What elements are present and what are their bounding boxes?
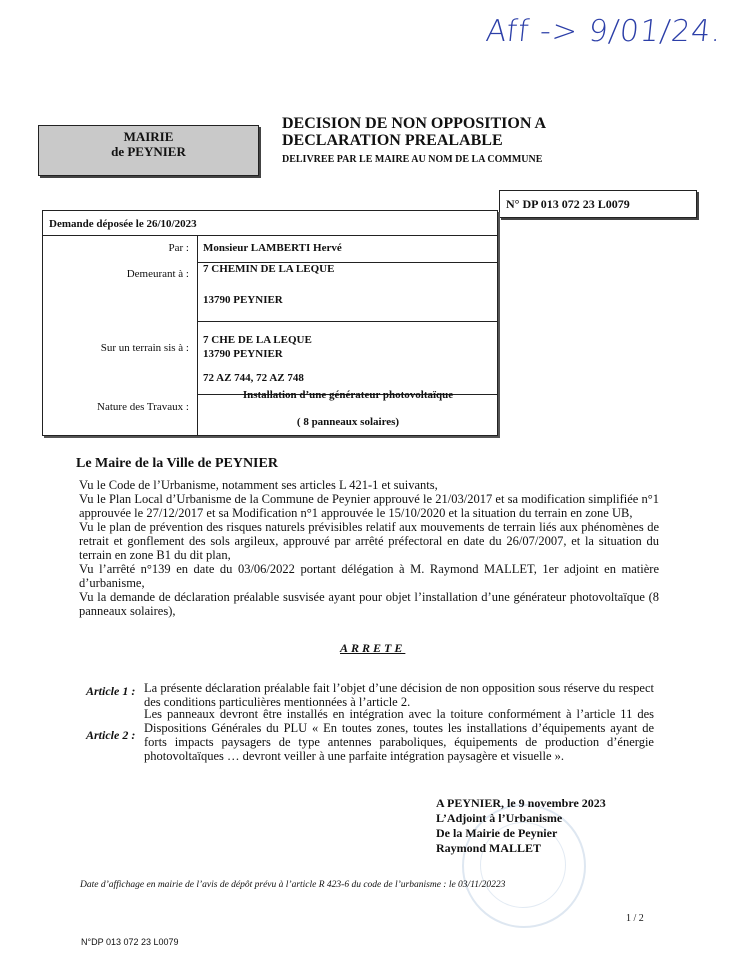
vu-paragraph: Vu le Code de l’Urbanisme, notamment ses articles L 421-1 et suivants,	[79, 478, 438, 492]
nature-line1: Installation d’une générateur photovoltaïque	[242, 389, 454, 401]
demeurant-line2: 13790 PEYNIER	[203, 294, 283, 306]
article-2-label: Article 2 :	[86, 728, 136, 742]
vu-list	[79, 478, 659, 618]
title-line1: DECISION DE NON OPPOSITION A	[282, 115, 547, 132]
article-1-label: Article 1 :	[86, 684, 136, 698]
vu-paragraph: Vu le Plan Local d’Urbanisme de la Commune de Peynier approuvé le 21/03/2017 et sa modification simplifiée n°1 approuvée le 27/12/2017 et sa Modification n°1 approuvée le 15/10/2020 et la situation du terrain en zone UB,	[79, 492, 659, 520]
demeurant-line1: 7 CHEMIN DE LA LEQUE	[203, 263, 335, 275]
footer-reference: N°DP 013 072 23 L0079	[81, 937, 179, 947]
table-column-divider	[197, 236, 198, 435]
terrain-line2: 13790 PEYNIER	[203, 348, 283, 360]
signature-role: L’Adjoint à l’Urbanisme	[436, 811, 563, 825]
signature-place-date: A PEYNIER, le 9 novembre 2023	[436, 796, 606, 810]
vu-paragraph: Vu la demande de déclaration préalable susvisée ayant pour objet l’installation d’une générateur photovoltaïque (8 panneaux solaires),	[79, 590, 659, 618]
par-value: Monsieur LAMBERTI Hervé	[203, 242, 342, 254]
nature-line2: ( 8 panneaux solaires)	[296, 416, 400, 428]
signature-mairie: De la Mairie de Peynier	[436, 826, 558, 840]
nature-label: Nature des Travaux :	[97, 401, 189, 413]
signature-name: Raymond MALLET	[436, 841, 542, 855]
vu-paragraph: Vu l’arrêté n°139 en date du 03/06/2022 portant délégation à M. Raymond MALLET, 1er adjoint en matière d’urbanisme,	[79, 562, 659, 590]
row-divider	[197, 321, 497, 322]
mairie-line1: MAIRIE	[123, 129, 174, 144]
mairie-line2: de PEYNIER	[111, 144, 186, 159]
request-deposited: Demande déposée le 26/10/2023	[43, 211, 497, 236]
mairie-box	[38, 125, 259, 176]
vu-paragraph: Vu le plan de prévention des risques naturels prévisibles relatif aux mouvements de terrain liés aux phénomènes de retrait et gonflement des sols argileux, approuvé par arrêté préfectoral en date du 26/07/2007, et la situation du terrain en zone B1 du dit plan,	[79, 520, 659, 562]
article-2-text: Les panneaux devront être installés en intégration avec la toiture conformément à l’article 11 des Dispositions Générales du PLU « En toutes zones, toutes les installations d’équipements ayant de forts impacts paysagers de type antennes paraboliques, équipements de production d’énergie photovoltaïques … devront veiller à une parfaite intégration paysagère et visuelle ».	[144, 707, 654, 763]
article-1-text: La présente déclaration préalable fait l’objet d’une décision de non opposition sous réserve du respect des conditions particulières mentionnées à l’article 2.	[144, 681, 654, 709]
request-table	[42, 210, 498, 436]
title-line2: DECLARATION PREALABLE	[282, 132, 503, 149]
terrain-line3: 72 AZ 744, 72 AZ 748	[203, 372, 304, 384]
arrete-heading: ARRETE	[340, 641, 406, 655]
par-label: Par :	[168, 242, 189, 254]
page-number: 1 / 2	[626, 913, 644, 924]
signature-block	[436, 796, 606, 856]
terrain-label: Sur un terrain sis à :	[100, 342, 189, 354]
demeurant-label: Demeurant à :	[126, 268, 189, 280]
affichage-date: Date d’affichage en mairie de l’avis de dépôt prévu à l’article R 423-6 du code de l’urbanisme : le 03/11/20223	[80, 880, 506, 890]
document-title	[282, 115, 546, 168]
terrain-line1: 7 CHE DE LA LEQUE	[203, 334, 312, 346]
handwritten-note: Aff -> 9/01/24.	[484, 14, 724, 49]
maire-heading: Le Maire de la Ville de PEYNIER	[76, 456, 278, 471]
dp-number: N° DP 013 072 23 L0079	[499, 190, 697, 218]
title-subtitle: DELIVREE PAR LE MAIRE AU NOM DE LA COMMUNE	[282, 154, 543, 165]
